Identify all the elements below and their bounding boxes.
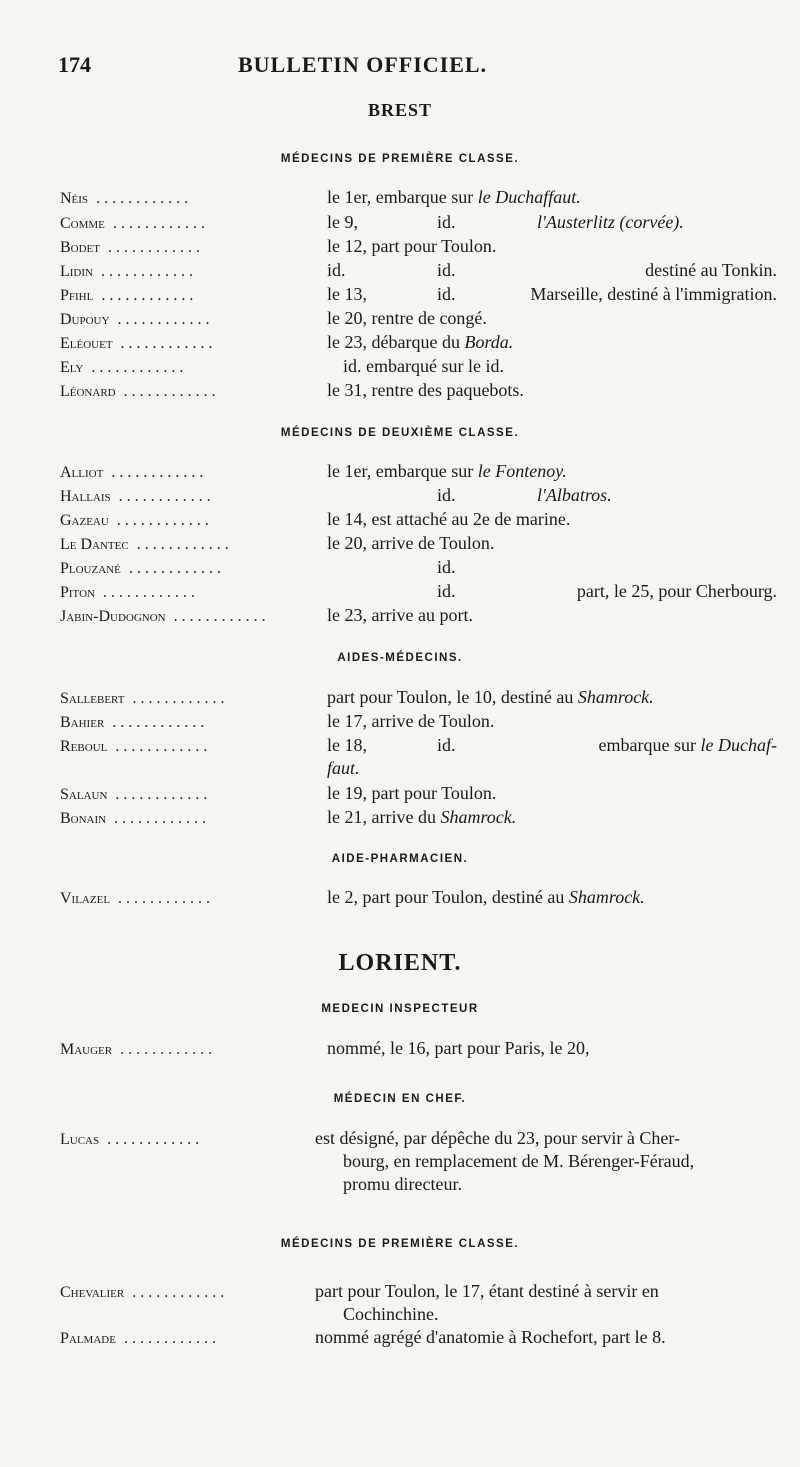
entry-row [60, 283, 777, 309]
entry-name: Comme ............ [60, 215, 209, 232]
entry-row [60, 782, 770, 808]
entry-row [60, 460, 770, 486]
entry-name: Dupouy ............ [60, 311, 214, 328]
heading-medecins-premiere-lorient: MÉDECINS DE PREMIÈRE CLASSE. [280, 1238, 520, 1250]
entry-row [60, 734, 777, 782]
entry-name: Eléouet ............ [60, 335, 217, 352]
entry-text: le 31, rentre des paquebots. [327, 380, 524, 400]
entry-text: le 1er, embarque sur le Fontenoy. [327, 461, 567, 481]
entry-text: le 20, arrive de Toulon. [327, 533, 495, 553]
entry-text: nommé, le 16, part pour Paris, le 20, [327, 1038, 590, 1058]
entry-text: le 19, part pour Toulon. [327, 783, 497, 803]
entry-name: Vilazel ............ [60, 890, 215, 907]
entry-row [60, 235, 770, 261]
entry-text: le 21, arrive du Shamrock. [327, 807, 517, 827]
entry-name: Pfihl ............ [60, 287, 198, 304]
entry-row: Piton ............ id. part, le 25, pour Cherbourg. [60, 581, 777, 601]
entry-text: le 17, arrive de Toulon. [327, 711, 495, 731]
entry-name: Alliot ............ [60, 464, 208, 481]
page-header [58, 52, 758, 82]
entry-row [60, 331, 770, 357]
section-title-lorient: LORIENT. [338, 950, 462, 976]
entry-text: le 18, id. embarque sur le Duchaf- faut. [327, 735, 777, 778]
heading-medecin-en-chef: MÉDECIN EN CHEF. [333, 1093, 467, 1105]
heading-aides-medecins: AIDES-MÉDECINS. [337, 652, 463, 664]
entry-name: Bodet ............ [60, 239, 204, 256]
entry-text: le 23, débarque du Borda. [327, 332, 514, 352]
entry-name: Gazeau ............ [60, 512, 213, 529]
entry-row [60, 1127, 770, 1199]
entry-row [60, 355, 770, 381]
entry-name: Le Dantec ............ [60, 536, 233, 553]
heading-medecins-deuxieme: MÉDECINS DE DEUXIÈME CLASSE. [280, 427, 520, 439]
entry-name: Mauger ............ [60, 1041, 217, 1058]
entry-row: Hallais ............ id. l'Albatros. [60, 485, 612, 505]
entry-row [60, 508, 770, 534]
page-number: 174 [58, 52, 91, 77]
entry-name: Palmade ............ [60, 1330, 220, 1347]
entry-row [60, 211, 770, 237]
entry-text: id. embarqué sur le id. [343, 356, 504, 376]
entry-text: part pour Toulon, le 10, destiné au Shamrock. [327, 687, 654, 707]
entry-text: id. id. destiné au Tonkin. [327, 260, 777, 280]
entry-name: Bonain ............ [60, 810, 211, 827]
entry-name: Sallebert ............ [60, 690, 229, 707]
running-title: BULLETIN OFFICIEL. [238, 52, 488, 77]
entry-row [60, 1280, 770, 1328]
entry-row [60, 379, 770, 405]
entry-name: Néis ............ [60, 190, 193, 207]
entry-row [60, 532, 770, 558]
entry-name: Hallais ............ [60, 488, 215, 505]
heading-medecin-inspecteur: MEDECIN INSPECTEUR [321, 1003, 479, 1015]
heading-medecins-premiere: MÉDECINS DE PREMIÈRE CLASSE. [280, 153, 520, 165]
entry-name: Bahier ............ [60, 714, 209, 731]
entry-row [60, 710, 770, 736]
entry-row [60, 806, 770, 832]
entry-name: Léonard ............ [60, 383, 220, 400]
entry-name: Lidin ............ [60, 263, 197, 280]
heading-aide-pharmacien: AIDE-PHARMACIEN. [331, 853, 469, 865]
entry-text: le 12, part pour Toulon. [327, 236, 497, 256]
entry-text: le 20, rentre de congé. [327, 308, 487, 328]
entry-name: Ely ............ [60, 359, 188, 376]
entry-text: part pour Toulon, le 17, étant destiné à servir en Cochinchine. [315, 1281, 659, 1324]
entry-row [60, 186, 770, 212]
entry-row [60, 1326, 770, 1352]
entry-name: Chevalier ............ [60, 1284, 229, 1301]
section-title-brest: BREST [367, 100, 433, 120]
entry-row [60, 686, 770, 712]
entry-text: est désigné, par dépêche du 23, pour servir à Cher- bourg, en remplacement de M. Bérenger-Féraud, promu directeur. [315, 1128, 695, 1194]
entry-text: le 13, id. Marseille, destiné à l'immigration. [327, 284, 777, 304]
entry-row [60, 259, 777, 285]
entry-row [60, 604, 770, 630]
entry-text: le 14, est attaché au 2e de marine. [327, 509, 571, 529]
entry-text: le 2, part pour Toulon, destiné au Shamrock. [327, 887, 645, 907]
entry-name: Plouzané ............ [60, 560, 225, 577]
entry-row [60, 307, 770, 333]
entry-text: le 23, arrive au port. [327, 605, 473, 625]
entry-text: le 9, id. l'Austerlitz (corvée). [327, 212, 684, 232]
entry-name: Piton ............ [60, 584, 199, 601]
entry-name: Salaun ............ [60, 786, 212, 803]
entry-name: Reboul ............ [60, 738, 212, 755]
entry-row [60, 1037, 770, 1063]
entry-row [60, 886, 770, 912]
entry-name: Jabin-Dudognon ............ [60, 608, 270, 625]
entry-row: Plouzané ............ id. [60, 557, 456, 577]
entry-name: Lucas ............ [60, 1131, 204, 1148]
entry-text: le 1er, embarque sur le Duchaffaut. [327, 187, 581, 207]
entry-text: nommé agrégé d'anatomie à Rochefort, part le 8. [315, 1327, 666, 1347]
